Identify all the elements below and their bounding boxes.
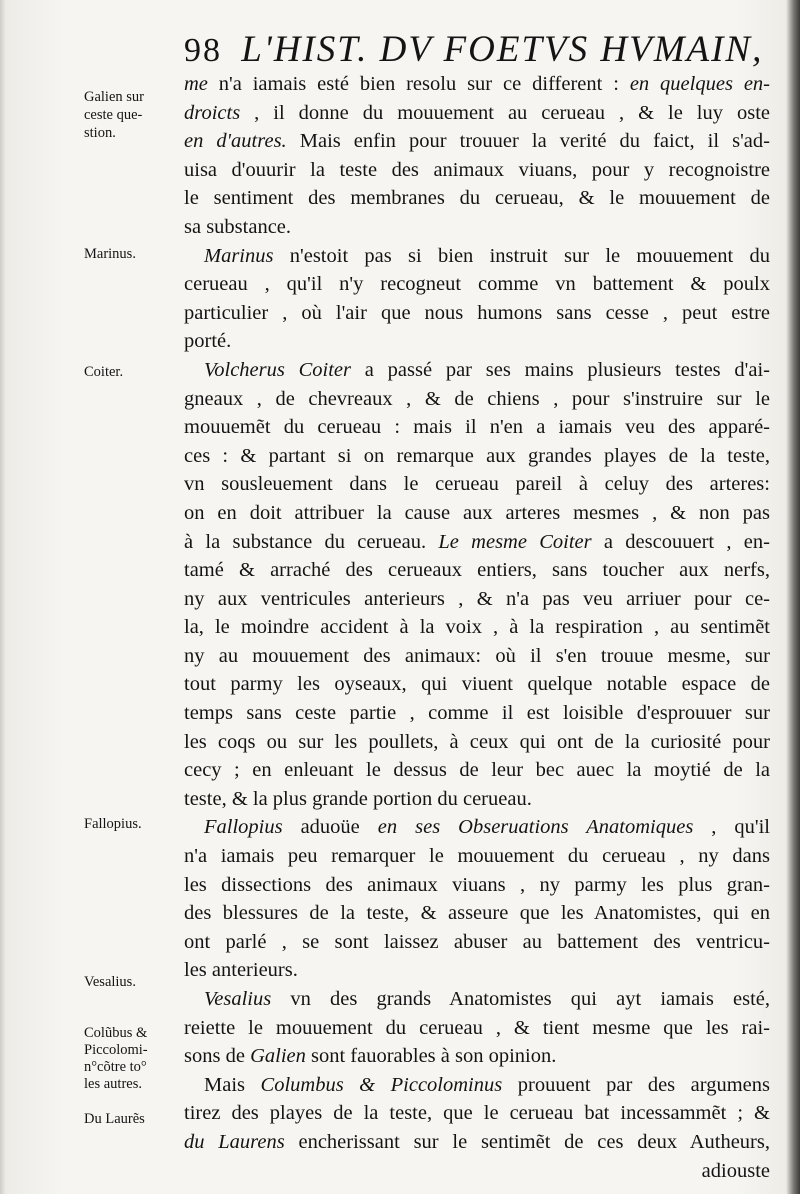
- text-run: à la substance du cerueau.: [184, 530, 439, 553]
- margin-note-line: Du Laurẽs: [84, 1111, 145, 1127]
- text-run: ny au mouuement des animaux: où il s'en trouue mesme, sur: [184, 644, 770, 667]
- text-line: [184, 385, 770, 414]
- text-line: [184, 613, 770, 642]
- text-line: [184, 270, 770, 299]
- body-text: [184, 70, 770, 1185]
- text-run: prouuent par des argumens: [502, 1073, 770, 1096]
- text-run: sons de: [184, 1045, 251, 1068]
- text-run: n'a iamais peu remarquer le mouuement du cerueau , ny dans: [184, 845, 770, 868]
- margin-note-line: Marinus.: [84, 246, 136, 262]
- margin-note-line: ceste que-: [84, 107, 143, 123]
- text-run: n'estoit pas si bien instruit sur le mouuement du: [273, 244, 770, 267]
- italic-run: en quelques en-: [629, 73, 770, 95]
- italic-run: Vesalius: [204, 988, 272, 1010]
- margin-note-du-laurens: [84, 1110, 182, 1128]
- text-line: [184, 413, 770, 442]
- margin-note-line: Colũbus &: [84, 1025, 148, 1041]
- italic-run: Fallopius: [204, 816, 283, 839]
- text-line: [184, 499, 770, 528]
- margin-note-fallopius: [84, 815, 182, 833]
- text-run: les anterieurs.: [184, 959, 298, 982]
- text-line: [184, 670, 770, 699]
- text-line: [184, 1042, 770, 1071]
- text-run: uisa d'ouurir la teste des animaux viuans, pour y recognoistre: [184, 158, 770, 181]
- text-line: [184, 1071, 770, 1100]
- text-run: ces : & partant si on remarque aux grandes playes de la teste,: [184, 444, 770, 467]
- margin-note-galien: [84, 88, 182, 142]
- page-right-edge-shadow: [786, 0, 800, 1194]
- text-line: [184, 184, 770, 213]
- text-line: [184, 756, 770, 785]
- text-line: [184, 528, 770, 557]
- text-line: [184, 785, 770, 814]
- text-line: [184, 813, 770, 842]
- running-title: L'HIST. DV FOETVS HVMAIN,: [241, 29, 764, 70]
- text-run: porté.: [184, 330, 232, 353]
- italic-run: Galien: [250, 1045, 306, 1068]
- text-run: teste, & la plus grande portion du cerueau.: [184, 787, 532, 810]
- text-line: [184, 842, 770, 871]
- text-line: [184, 642, 770, 671]
- text-run: des blessures de la teste, & asseure que les Anatomistes, qui en: [184, 902, 770, 925]
- text-line: [184, 1014, 770, 1043]
- text-line: [184, 327, 770, 356]
- margin-note-vesalius: [84, 973, 182, 991]
- margin-note-coiter: [84, 363, 182, 381]
- page-number: 98: [184, 32, 222, 69]
- text-line: [184, 299, 770, 328]
- text-run: cecy ; en enleuant le dessus de leur bec auec la moytié de la: [184, 759, 770, 782]
- text-line: [184, 728, 770, 757]
- text-run: encherissant sur le sentimẽt de ces deux Autheurs,: [284, 1130, 770, 1153]
- text-run: a passé par ses mains plusieurs testes d'ai-: [351, 358, 770, 381]
- italic-run: Volcherus Coiter: [204, 358, 352, 381]
- text-line: [184, 585, 770, 614]
- text-line: [184, 1099, 770, 1128]
- text-run: , il donne du mouuement au cerueau , & le luy oste: [240, 101, 770, 124]
- text-run: vn des grands Anatomistes qui ayt iamais esté,: [271, 988, 770, 1010]
- text-line: [184, 470, 770, 499]
- text-run: cerueau , qu'il n'y recogneut comme vn battement & poulx: [184, 273, 770, 296]
- margin-note-line: Fallopius.: [84, 816, 142, 832]
- text-line: [184, 127, 770, 156]
- text-run: reiette le mouuement du cerueau , & tient mesme que les rai-: [184, 1016, 770, 1039]
- text-line: [184, 356, 770, 385]
- text-line: [184, 1128, 770, 1157]
- text-run: ny aux ventricules anterieurs , & n'a pas veu arriuer pour ce-: [184, 587, 770, 610]
- text-line: [184, 899, 770, 928]
- text-run: particulier , où l'air que nous humons sans cesse , peut estre: [184, 301, 770, 324]
- text-run: Mais: [204, 1073, 261, 1096]
- italic-run: droicts: [184, 101, 241, 124]
- text-line: [184, 871, 770, 900]
- italic-run: Columbus & Piccolominus: [260, 1073, 503, 1096]
- text-line: [184, 213, 770, 242]
- text-run: les coqs ou sur les poullets, à ceux qui ont de la curiosité pour: [184, 730, 770, 753]
- text-run: a descouuert , en-: [591, 530, 770, 553]
- text-run: la, le moindre accident à la voix , à la respiration , au sentimẽt: [184, 616, 770, 639]
- margin-note-line: Galien sur: [84, 89, 144, 105]
- text-line: [184, 99, 770, 128]
- text-line: [184, 156, 770, 185]
- italic-run: du Laurens: [184, 1130, 285, 1153]
- italic-run: en d'autres.: [184, 130, 287, 153]
- margin-note-line: Piccolomi-: [84, 1042, 148, 1058]
- text-line: [184, 699, 770, 728]
- margin-note-line: n°cõtre to°: [84, 1059, 147, 1075]
- text-run: tirez des playes de la teste, que le cerueau bat incessammẽt ; &: [184, 1102, 770, 1125]
- text-line: [184, 556, 770, 585]
- text-line: [184, 442, 770, 471]
- margin-note-line: Coiter.: [84, 364, 124, 380]
- text-run: gneaux , de chevreaux , & de chiens , pour s'instruire sur le: [184, 387, 770, 410]
- text-run: les dissections des animaux viuans , ny parmy les plus gran-: [184, 873, 770, 896]
- page-left-shadow: [0, 0, 6, 1194]
- text-line: [184, 928, 770, 957]
- text-line: [184, 956, 770, 985]
- text-run: ont parlé , se sont laissez abuser au battement des ventricu-: [184, 930, 770, 953]
- margin-note-marinus: [84, 245, 182, 263]
- text-run: vn sousleuement dans le cerueau pareil à celuy des arteres:: [184, 473, 770, 496]
- text-run: on en doit attribuer la cause aux arteres mesmes , & non pas: [184, 501, 770, 524]
- text-run: tout parmy les oyseaux, qui viuent quelque notable espace de: [184, 673, 770, 696]
- text-run: , qu'il: [693, 816, 770, 839]
- text-line: [184, 70, 770, 99]
- text-run: adiouste: [701, 1159, 770, 1182]
- text-run: n'a iamais esté bien resolu sur ce different :: [207, 73, 630, 95]
- margin-note-line: les autres.: [84, 1076, 142, 1092]
- text-line: [184, 242, 770, 271]
- italic-run: en ses Obseruations Anatomiques: [377, 816, 694, 839]
- text-run: tamé & arraché des cerueaux entiers, sans toucher aux nerfs,: [184, 559, 770, 582]
- italic-run: Le mesme Coiter: [438, 530, 592, 553]
- text-run: temps sans ceste partie , comme il est loisible d'esprouuer sur: [184, 702, 770, 725]
- margin-note-line: stion.: [84, 125, 116, 141]
- text-run: sont fauorables à son opinion.: [305, 1045, 557, 1068]
- text-run: aduoüe: [282, 816, 378, 839]
- text-line: [184, 985, 770, 1014]
- running-header: [184, 28, 774, 72]
- italic-run: Marinus: [204, 244, 274, 267]
- margin-note-columbus: [84, 1025, 182, 1093]
- text-run: le sentiment des membranes du cerueau, & le mouuement de: [184, 187, 770, 210]
- margin-note-line: Vesalius.: [84, 974, 136, 990]
- italic-run: me: [184, 73, 208, 95]
- text-run: sa substance.: [184, 215, 292, 238]
- text-run: Mais enfin pour trouuer la verité du faict, il s'ad-: [286, 130, 770, 153]
- text-run: mouuemẽt du cerueau : mais il n'en a iamais veu des apparé-: [184, 416, 770, 439]
- catchword: [184, 1157, 770, 1186]
